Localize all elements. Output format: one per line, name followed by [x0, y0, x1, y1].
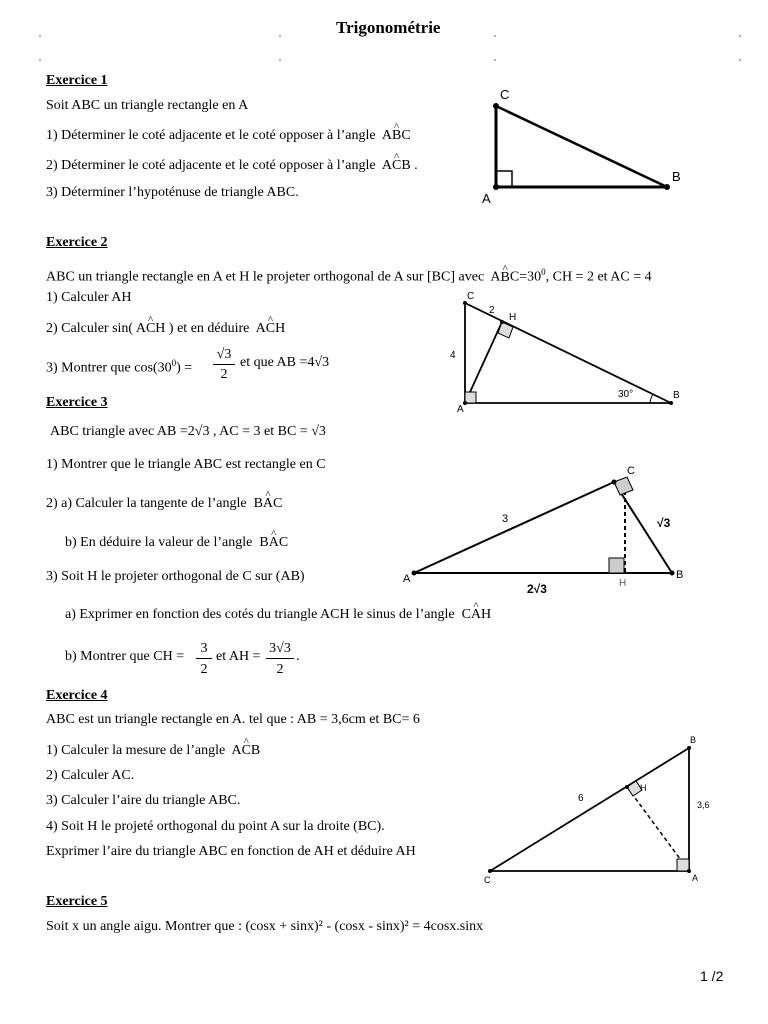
exercise-1-q1: 1) Déterminer le coté adjacente et le coté opposer à l’angle A^ BC — [46, 128, 411, 144]
fig2-label-b: B — [673, 390, 680, 401]
exercise-4-heading: Exercice 4 — [46, 688, 108, 703]
exercise-3-ah-num: 3√3 — [269, 641, 291, 656]
exercise-2-q3-fraction-num: √3 — [216, 347, 232, 362]
exercise-1-intro: Soit ABC un triangle rectangle en A — [46, 98, 249, 113]
fig2-label-ch: 2 — [489, 305, 495, 316]
exercise-1-q3: 3) Déterminer l’hypoténuse de triangle ABC. — [46, 185, 299, 200]
exercise-4-q2: 2) Calculer AC. — [46, 768, 135, 783]
fig3-label-bc: √3 — [657, 516, 671, 530]
exercise-3-q3a: a) Exprimer en fonction des cotés du triangle ACH le sinus de l’angle C^ AH — [65, 607, 491, 623]
exercise-3-q3b-end: . — [296, 649, 300, 664]
exercise-4-intro: ABC est un triangle rectangle en A. tel que : AB = 3,6cm et BC= 6 — [46, 712, 420, 727]
exercise-2-q3-end: et que AB =4√3 — [240, 355, 330, 370]
fig1-label-c: C — [500, 87, 510, 102]
exercise-3-q3b-mid: et AH = — [216, 649, 261, 664]
fig3-label-ab: 2√3 — [527, 582, 547, 596]
exercise-3-ch-den: 2 — [200, 662, 208, 677]
exercise-5-heading: Exercice 5 — [46, 894, 108, 909]
fig3-label-b: B — [676, 569, 684, 581]
exercise-4-q5: Exprimer l’aire du triangle ABC en fonction de AH et déduire AH — [46, 844, 416, 859]
exercise-1-q2: 2) Déterminer le coté adjacente et le coté opposer à l’angle A^ CB . — [46, 158, 418, 174]
exercise-4-q3: 3) Calculer l’aire du triangle ABC. — [46, 793, 241, 808]
exercise-2-intro: ABC un triangle rectangle en A et H le projeter orthogonal de A sur [BC] avec A^ $BC=30^0$, CH = 2 et AC = 4 — [46, 264, 652, 286]
fig2-label-ac: 4 — [450, 350, 456, 361]
fig1-label-a: A — [482, 191, 491, 206]
exercise-2-q3-text: 3) Montrer que $\cos(30^0)$ = — [46, 358, 193, 376]
exercise-2-q2: 2) Calculer sin( A^ CH ) et en déduire A^ CH — [46, 321, 285, 337]
exercise-3-q1: 1) Montrer que le triangle ABC est rectangle en C — [46, 457, 326, 472]
exercise-1-heading: Exercice 1 — [46, 73, 108, 88]
page-number: 1 /2 — [700, 968, 724, 984]
exercise-3-intro: ABC triangle avec AB =2√3 , AC = 3 et BC = √3 — [50, 424, 326, 439]
fig2-label-a: A — [457, 404, 464, 415]
exercise-2-heading: Exercice 2 — [46, 235, 108, 250]
fig1-label-b: B — [672, 169, 681, 184]
fig3-label-a: A — [403, 573, 411, 585]
fig3-label-h: H — [619, 578, 627, 589]
fig4-label-a: A — [692, 873, 699, 883]
fig3-label-ac: 3 — [502, 513, 509, 525]
fig4-label-ab: 3,6 — [697, 800, 710, 810]
exercise-3-heading: Exercice 3 — [46, 395, 108, 410]
fig3-label-c: C — [627, 465, 635, 477]
exercise-3-q3b-text: b) Montrer que CH = — [65, 649, 185, 664]
page-title: Trigonométrie — [336, 18, 441, 37]
exercise-2-q3-fraction-den: 2 — [220, 367, 228, 382]
exercise-2-q1: 1) Calculer AH — [46, 290, 132, 305]
exercise-3-q2b: b) En déduire la valeur de l’angle B^ AC — [65, 535, 288, 551]
exercise-3-q3: 3) Soit H le projeter orthogonal de C sur (AB) — [46, 569, 305, 584]
fig4-label-bc: 6 — [578, 793, 584, 804]
fig2-label-h: H — [509, 312, 517, 323]
exercise-3-q2a: 2) a) Calculer la tangente de l’angle B^ AC — [46, 496, 282, 512]
exercise-5-text: Soit x un angle aigu. Montrer que : (cosx + sinx)² - (cosx - sinx)² = 4cosx.sinx — [46, 919, 484, 934]
exercise-3-ah-den: 2 — [276, 662, 284, 677]
fig4-label-c: C — [484, 875, 491, 885]
exercise-4-q1: 1) Calculer la mesure de l’angle A^ CB — [46, 743, 260, 759]
fig4-label-b: B — [690, 735, 697, 745]
fig4-label-h: H — [640, 783, 647, 793]
exercise-3-ch-num: 3 — [200, 641, 208, 656]
fig2-label-angle: 30° — [618, 389, 634, 400]
exercise-4-q4: 4) Soit H le projeté orthogonal du point A sur la droite (BC). — [46, 819, 385, 834]
fig2-label-c: C — [467, 291, 475, 302]
